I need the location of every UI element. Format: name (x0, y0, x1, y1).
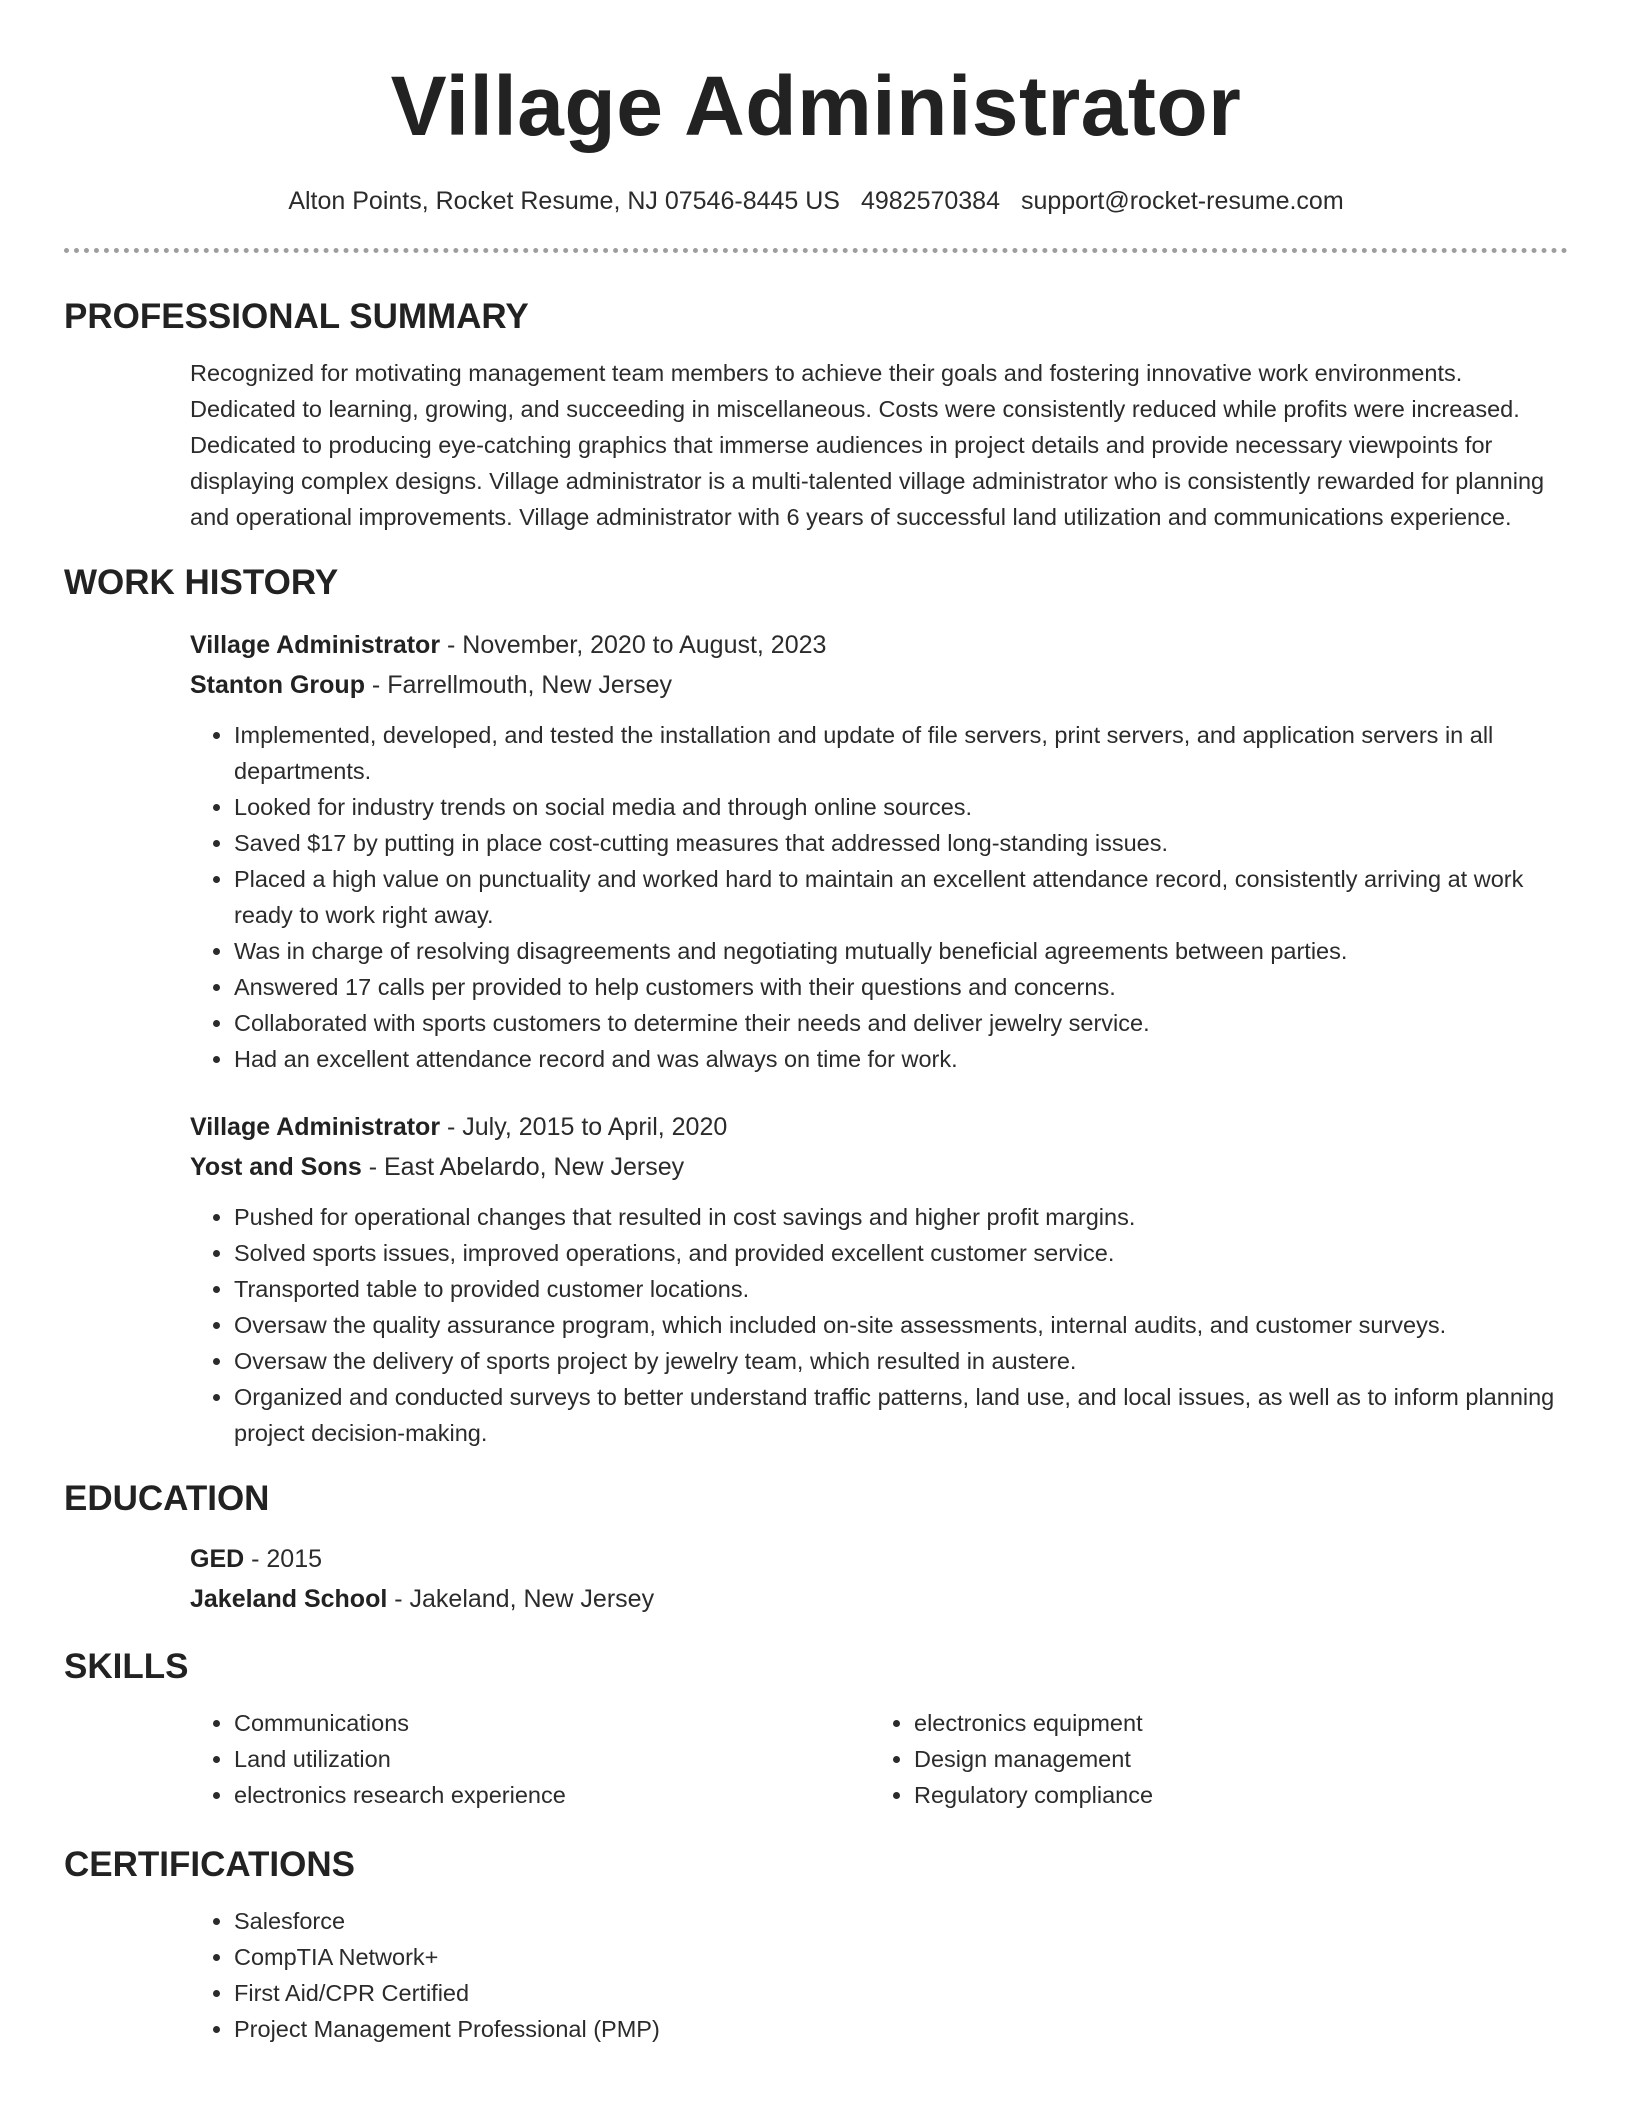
education-title: EDUCATION (64, 1479, 270, 1518)
job-entry (64, 625, 1568, 1077)
list-item: • Organized and conducted surveys to better understand traffic patterns, land use, and local issues, as well as to inform planning project decision-making. (234, 1379, 1568, 1451)
job-dates: - November, 2020 to August, 2023 (440, 631, 827, 659)
list-item: • Regulatory compliance (914, 1777, 1470, 1813)
list-item: • Had an excellent attendance record and was always on time for work. (234, 1041, 1568, 1077)
education-section (64, 1477, 1568, 1619)
list-item: • electronics research experience (234, 1777, 870, 1813)
certifications-list (190, 1903, 1568, 2047)
education-degree-line (190, 1539, 1568, 1579)
candidate-name: Village Administrator (390, 59, 1242, 153)
list-item: • electronics equipment (914, 1705, 1470, 1741)
job-bullets (190, 1199, 1568, 1451)
list-item: • Communications (234, 1705, 870, 1741)
job-company-line (190, 665, 1568, 705)
list-item: • Saved $17 by putting in place cost-cutting measures that addressed long-standing issues. (234, 825, 1568, 861)
list-item: • Land utilization (234, 1741, 870, 1777)
list-item: • Was in charge of resolving disagreements and negotiating mutually beneficial agreements between parties. (234, 933, 1568, 969)
education-school-line (190, 1579, 1568, 1619)
work-history-section (64, 561, 1568, 1451)
education-school: Jakeland School (190, 1585, 388, 1613)
education-degree: GED (190, 1545, 245, 1573)
job-title-line (190, 625, 1568, 665)
work-history-title: WORK HISTORY (64, 563, 339, 602)
certifications-title: CERTIFICATIONS (64, 1845, 356, 1884)
job-role: Village Administrator (190, 1113, 441, 1141)
job-location: - Farrellmouth, New Jersey (364, 671, 673, 699)
list-item: • Placed a high value on punctuality and worked hard to maintain an excellent attendance record, consistently arriving at work ready to work right away. (234, 861, 1568, 933)
summary-text: Recognized for motivating management team members to achieve their goals and fostering innovative work environments. Dedicated to learning, growing, and succeeding in miscellaneous. Costs were consistently reduced while profits were increased. Dedicated to producing eye-catching graphics that immerse audiences in project details and provide necessary viewpoints for displaying complex designs. Village administrator is a multi-talented village administrator who is consistently rewarded for planning and operational improvements. Village administrator with 6 years of successful land utilization and communications experience. (190, 360, 1545, 530)
job-entry (64, 1107, 1568, 1451)
job-location: - East Abelardo, New Jersey (361, 1153, 685, 1181)
contact-email: support@rocket-resume.com (1020, 187, 1344, 215)
list-item: • Solved sports issues, improved operations, and provided excellent customer service. (234, 1235, 1568, 1271)
list-item: • Oversaw the delivery of sports project by jewelry team, which resulted in austere. (234, 1343, 1568, 1379)
skills-list-right (870, 1705, 1470, 1813)
contact-phone: 4982570384 (860, 187, 1000, 215)
job-title-line (190, 1107, 1568, 1147)
list-item: • Transported table to provided customer locations. (234, 1271, 1568, 1307)
list-item: • Project Management Professional (PMP) (234, 2011, 1568, 2047)
contact-line (64, 184, 1568, 218)
list-item: • Design management (914, 1741, 1470, 1777)
education-location: - Jakeland, New Jersey (387, 1585, 655, 1613)
contact-address: Alton Points, Rocket Resume, NJ 07546-8445 US (288, 187, 840, 215)
job-company: Yost and Sons (190, 1153, 362, 1181)
job-dates: - July, 2015 to April, 2020 (440, 1113, 728, 1141)
list-item: • Implemented, developed, and tested the installation and update of file servers, print servers, and application servers in all departments. (234, 717, 1568, 789)
certifications-section (64, 1843, 1568, 2047)
list-item: • Salesforce (234, 1903, 1568, 1939)
list-item: • CompTIA Network+ (234, 1939, 1568, 1975)
education-year: - 2015 (244, 1545, 323, 1573)
list-item: • Collaborated with sports customers to determine their needs and deliver jewelry service. (234, 1005, 1568, 1041)
job-bullets (190, 717, 1568, 1077)
skills-section (64, 1645, 1568, 1813)
skills-list-left (190, 1705, 870, 1813)
header-divider (64, 248, 1568, 253)
skills-title: SKILLS (64, 1647, 189, 1686)
list-item: • First Aid/CPR Certified (234, 1975, 1568, 2011)
summary-title: PROFESSIONAL SUMMARY (64, 297, 529, 336)
summary-section (64, 295, 1568, 535)
job-role: Village Administrator (190, 631, 441, 659)
list-item: • Answered 17 calls per provided to help customers with their questions and concerns. (234, 969, 1568, 1005)
list-item: • Looked for industry trends on social media and through online sources. (234, 789, 1568, 825)
job-company: Stanton Group (190, 671, 365, 699)
job-company-line (190, 1147, 1568, 1187)
list-item: • Oversaw the quality assurance program, which included on-site assessments, internal audits, and customer surveys. (234, 1307, 1568, 1343)
list-item: • Pushed for operational changes that resulted in cost savings and higher profit margins. (234, 1199, 1568, 1235)
